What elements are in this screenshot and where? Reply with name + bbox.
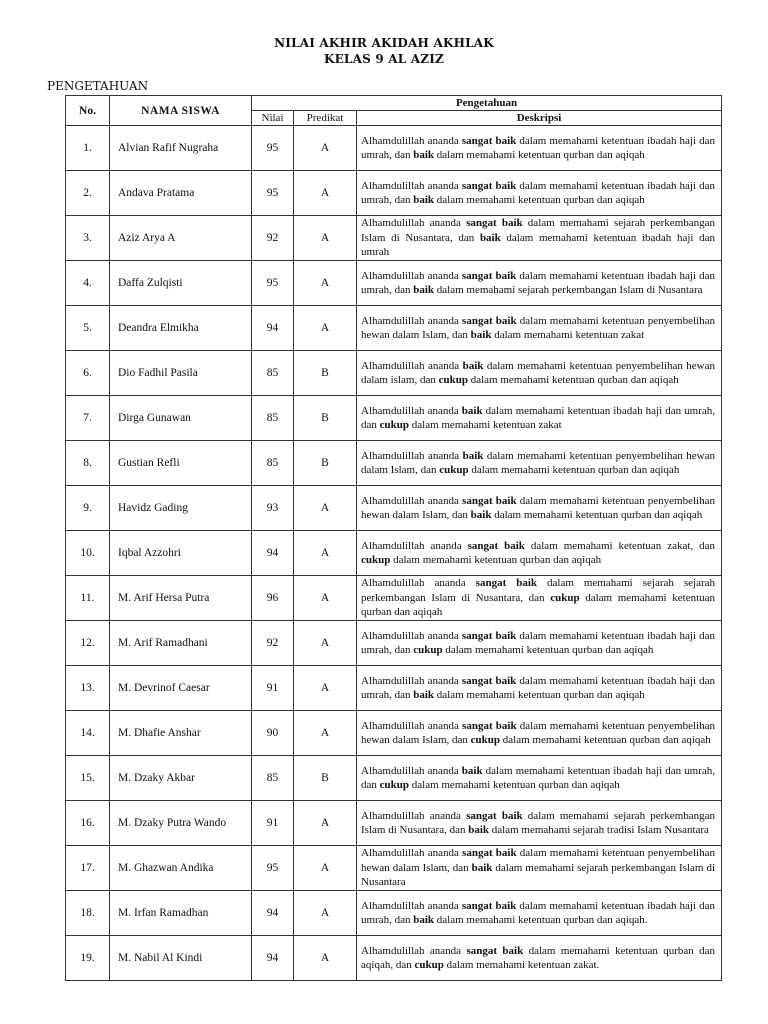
row-number: 10. [66,531,110,576]
nilai-value: 95 [252,126,294,171]
predikat-value: A [294,171,357,216]
desc-segment: dalam memahami ketentuan zakat, dan [524,539,716,552]
deskripsi-text [357,621,722,666]
desc-segment: Alhamdulillah ananda [361,847,463,860]
desc-segment: dalam memahami ketentuan ibadah haji dan umrah, dan [361,404,716,431]
table-row [66,531,722,576]
desc-emphasis: sangat baik [467,539,525,552]
desc-emphasis: cukup [438,374,468,386]
deskripsi-text [357,936,722,981]
table-row [66,441,722,486]
table-row [66,306,722,351]
predikat-value: A [294,306,357,351]
desc-emphasis: sangat baik [461,179,517,192]
desc-emphasis: cukup [550,591,580,604]
deskripsi-text [357,171,722,216]
student-name: M. Dzaky Putra Wando [110,801,252,846]
predikat-value: A [294,531,357,576]
desc-segment: dalam memahami ketentuan penyembelihan hewan dalam Islam, dan [361,847,715,874]
desc-segment: dalam memahami sejarah perkembangan Islam di Nusantara, dan [361,809,716,836]
desc-segment: dalam memahami ketentuan qurban dan aqiqah [390,554,602,566]
desc-segment: dalam memahami ketentuan qurban dan aqiqah [468,464,680,476]
student-name: Iqbal Azzohri [110,531,252,576]
desc-segment: Alhamdulillah ananda [361,674,462,687]
deskripsi-text [357,756,722,801]
desc-segment: dalam memahami ketentuan ibadah haji dan umrah, dan [361,629,715,656]
desc-emphasis: baik [479,231,501,244]
table-row [66,486,722,531]
desc-emphasis: cukup [414,959,444,971]
desc-emphasis: baik [413,914,435,926]
desc-segment: dalam memahami ketentuan qurban dan aqiqah [409,779,620,791]
student-name: Daffa Zulqisti [110,261,252,306]
desc-emphasis: sangat baik [475,577,538,590]
student-name: Gustian Refli [110,441,252,486]
desc-emphasis: sangat baik [461,674,517,687]
predikat-value: A [294,261,357,306]
desc-segment: dalam memahami ketentuan ibadah haji dan umrah, dan [361,899,715,926]
table-row [66,216,722,261]
desc-segment: Alhamdulillah ananda [361,539,468,552]
grades-table [65,95,722,981]
document-title: NILAI AKHIR AKIDAH AKHLAK [274,36,494,50]
header-deskripsi: Deskripsi [357,111,722,126]
row-number: 13. [66,666,110,711]
predikat-value: B [294,756,357,801]
student-name: Havidz Gading [110,486,252,531]
predikat-value: B [294,351,357,396]
desc-segment: dalam memahami sejarah sejarah perkembangan Islam di Nusantara, dan [361,577,716,604]
desc-emphasis: baik [461,404,483,417]
desc-segment: Alhamdulillah ananda [361,577,476,590]
nilai-value: 95 [252,846,294,891]
student-name: M. Dzaky Akbar [110,756,252,801]
nilai-value: 93 [252,486,294,531]
deskripsi-text [357,396,722,441]
desc-segment: dalam memahami ketentuan ibadah haji dan umrah, dan [361,674,715,701]
desc-segment: Alhamdulillah ananda [361,179,462,192]
nilai-value: 92 [252,621,294,666]
desc-segment: Alhamdulillah ananda [361,217,467,230]
desc-segment: Alhamdulillah ananda [361,134,462,147]
row-number: 17. [66,846,110,891]
deskripsi-text [357,801,722,846]
desc-segment: dalam memahami sejarah tradisi Islam Nusantara [489,824,709,836]
deskripsi-text [357,261,722,306]
desc-segment: dalam memahami sejarah perkembangan Islam di Nusantara, dan [361,217,716,244]
nilai-value: 94 [252,531,294,576]
header-nama-siswa: NAMA SISWA [110,96,252,126]
table-row [66,846,722,891]
deskripsi-text [357,216,722,261]
desc-emphasis: sangat baik [466,217,523,230]
desc-emphasis: sangat baik [461,269,517,282]
row-number: 11. [66,576,110,621]
desc-segment: Alhamdulillah ananda [361,404,462,417]
predikat-value: A [294,711,357,756]
row-number: 2. [66,171,110,216]
desc-segment: dalam memahami ketentuan penyembelihan hewan dalam Islam, dan [361,449,715,476]
row-number: 12. [66,621,110,666]
desc-segment: dalam memahami ketentuan penyembelihan hewan dalam Islam, dan [361,494,715,521]
header-pengetahuan: Pengetahuan [252,96,722,111]
desc-segment: Alhamdulillah ananda [361,359,463,372]
row-number: 5. [66,306,110,351]
nilai-value: 94 [252,306,294,351]
student-name: M. Irfan Ramadhan [110,891,252,936]
desc-segment: dalam memahami ketentuan zakat [409,419,562,431]
desc-emphasis: sangat baik [462,847,517,860]
desc-segment: dalam memahami ketentuan zakat. [443,959,600,971]
deskripsi-text [357,351,722,396]
table-row [66,711,722,756]
nilai-value: 85 [252,756,294,801]
table-row [66,126,722,171]
desc-emphasis: cukup [379,779,409,791]
desc-emphasis: cukup [379,419,409,431]
nilai-value: 94 [252,891,294,936]
desc-emphasis: baik [413,284,435,296]
desc-segment: Alhamdulillah ananda [361,764,462,777]
desc-emphasis: cukup [470,734,501,746]
desc-segment: Alhamdulillah ananda [361,269,462,282]
table-row [66,756,722,801]
row-number: 19. [66,936,110,981]
row-number: 7. [66,396,110,441]
table-body [66,126,722,981]
table-row [66,891,722,936]
desc-segment: Alhamdulillah ananda [361,899,462,912]
desc-emphasis: baik [471,861,493,874]
table-row [66,171,722,216]
desc-segment: Alhamdulillah ananda [361,314,463,327]
desc-segment: dalam memahami ketentuan ibadah haji dan umrah [361,231,716,259]
row-number: 4. [66,261,110,306]
desc-segment: dalam memahami ketentuan qurban dan aqiqah [442,644,654,656]
desc-emphasis: sangat baik [461,899,517,912]
row-number: 9. [66,486,110,531]
predikat-value: A [294,621,357,666]
predikat-value: A [294,891,357,936]
row-number: 14. [66,711,110,756]
desc-emphasis: sangat baik [466,944,524,957]
predikat-value: A [294,666,357,711]
deskripsi-text [357,576,722,621]
desc-segment: Alhamdulillah ananda [361,944,467,957]
predikat-value: A [294,486,357,531]
nilai-value: 90 [252,711,294,756]
desc-segment: Alhamdulillah ananda [361,494,463,507]
desc-emphasis: cukup [361,554,391,566]
desc-emphasis: sangat baik [461,134,517,147]
deskripsi-text [357,486,722,531]
desc-emphasis: baik [413,194,435,206]
desc-segment: Alhamdulillah ananda [361,809,467,822]
deskripsi-text [357,711,722,756]
student-name: Deandra Elmikha [110,306,252,351]
desc-emphasis: baik [462,449,484,462]
predikat-value: A [294,126,357,171]
desc-emphasis: sangat baik [466,809,523,822]
student-name: M. Ghazwan Andika [110,846,252,891]
row-number: 15. [66,756,110,801]
desc-emphasis: baik [470,329,492,341]
predikat-value: B [294,396,357,441]
table-row [66,261,722,306]
desc-segment: dalam memahami ketentuan qurban dan aqiqah, dan [361,944,716,971]
desc-emphasis: baik [413,689,435,701]
desc-segment: dalam memahami ketentuan qurban dan aqiqah [491,509,703,521]
desc-segment: dalam memahami ketentuan penyembelihan hewan dalam Islam, dan [361,719,715,746]
nilai-value: 92 [252,216,294,261]
predikat-value: A [294,801,357,846]
table-row [66,576,722,621]
row-number: 3. [66,216,110,261]
desc-emphasis: baik [461,764,483,777]
desc-emphasis: sangat baik [462,314,517,327]
desc-segment: dalam memahami ketentuan qurban dan aqiqah [500,734,711,746]
nilai-value: 96 [252,576,294,621]
nilai-value: 91 [252,801,294,846]
desc-segment: dalam memahami ketentuan qurban dan aqiqah [467,374,679,386]
row-number: 6. [66,351,110,396]
student-name: Andava Pratama [110,171,252,216]
desc-emphasis: sangat baik [461,629,517,642]
nilai-value: 94 [252,936,294,981]
nilai-value: 85 [252,441,294,486]
deskripsi-text [357,666,722,711]
desc-emphasis: baik [413,149,435,161]
predikat-value: A [294,216,357,261]
row-number: 1. [66,126,110,171]
desc-emphasis: baik [462,359,484,372]
student-name: M. Devrinof Caesar [110,666,252,711]
desc-segment: dalam memahami sejarah perkembangan Islam di Nusantara [434,284,703,296]
desc-segment: Alhamdulillah ananda [361,629,462,642]
desc-segment: dalam memahami sejarah perkembangan Islam di Nusantara [361,861,716,889]
predikat-value: A [294,846,357,891]
desc-segment: dalam memahami ketentuan penyembelihan hewan dalam islam, dan [361,359,715,386]
desc-segment: dalam memahami ketentuan qurban dan aqiqah [434,689,645,701]
desc-segment: dalam memahami ketentuan zakat [491,329,645,341]
table-row [66,666,722,711]
student-name: Dio Fadhil Pasila [110,351,252,396]
deskripsi-text [357,531,722,576]
desc-emphasis: cukup [439,464,469,476]
student-name: Alvian Rafif Nugraha [110,126,252,171]
row-number: 16. [66,801,110,846]
nilai-value: 85 [252,396,294,441]
desc-segment: dalam memahami ketentuan penyembelihan hewan dalam Islam, dan [361,314,715,341]
row-number: 18. [66,891,110,936]
predikat-value: A [294,576,357,621]
deskripsi-text [357,306,722,351]
desc-emphasis: baik [470,509,492,521]
header-predikat: Predikat [294,111,357,126]
student-name: M. Dhafie Anshar [110,711,252,756]
table-row [66,396,722,441]
desc-segment: dalam memahami ketentuan ibadah haji dan umrah, dan [361,764,716,791]
nilai-value: 95 [252,261,294,306]
deskripsi-text [357,891,722,936]
table-row [66,351,722,396]
student-name: M. Arif Ramadhani [110,621,252,666]
desc-emphasis: sangat baik [462,494,517,507]
predikat-value: A [294,936,357,981]
desc-segment: dalam memahami ketentuan qurban dan aqiqah [361,591,716,619]
student-name: M. Arif Hersa Putra [110,576,252,621]
table-row [66,936,722,981]
desc-segment: Alhamdulillah ananda [361,719,463,732]
student-name: M. Nabil Al Kindi [110,936,252,981]
table-row [66,621,722,666]
desc-segment: dalam memahami ketentuan ibadah haji dan umrah, dan [361,269,715,296]
desc-segment: dalam memahami ketentuan qurban dan aqiqah [434,194,645,206]
desc-segment: dalam memahami ketentuan ibadah haji dan umrah, dan [361,179,715,206]
table-header [66,96,722,126]
header-no: No. [66,96,110,126]
desc-emphasis: baik [468,824,490,836]
student-name: Dirga Gunawan [110,396,252,441]
table-row [66,801,722,846]
student-name: Aziz Arya A [110,216,252,261]
desc-emphasis: cukup [413,644,443,656]
predikat-value: B [294,441,357,486]
desc-segment: dalam memahami ketentuan qurban dan aqiqah. [434,914,648,926]
row-number: 8. [66,441,110,486]
desc-emphasis: sangat baik [462,719,517,732]
nilai-value: 85 [252,351,294,396]
document-subtitle: KELAS 9 AL AZIZ [323,52,445,66]
desc-segment: Alhamdulillah ananda [361,449,463,462]
desc-segment: dalam memahami ketentuan qurban dan aqiqah [434,149,645,161]
deskripsi-text [357,126,722,171]
nilai-value: 91 [252,666,294,711]
header-nilai: Nilai [252,111,294,126]
section-label: PENGETAHUAN [47,79,149,93]
desc-segment: dalam memahami ketentuan ibadah haji dan umrah, dan [361,134,715,161]
deskripsi-text [357,441,722,486]
nilai-value: 95 [252,171,294,216]
deskripsi-text [357,846,722,891]
